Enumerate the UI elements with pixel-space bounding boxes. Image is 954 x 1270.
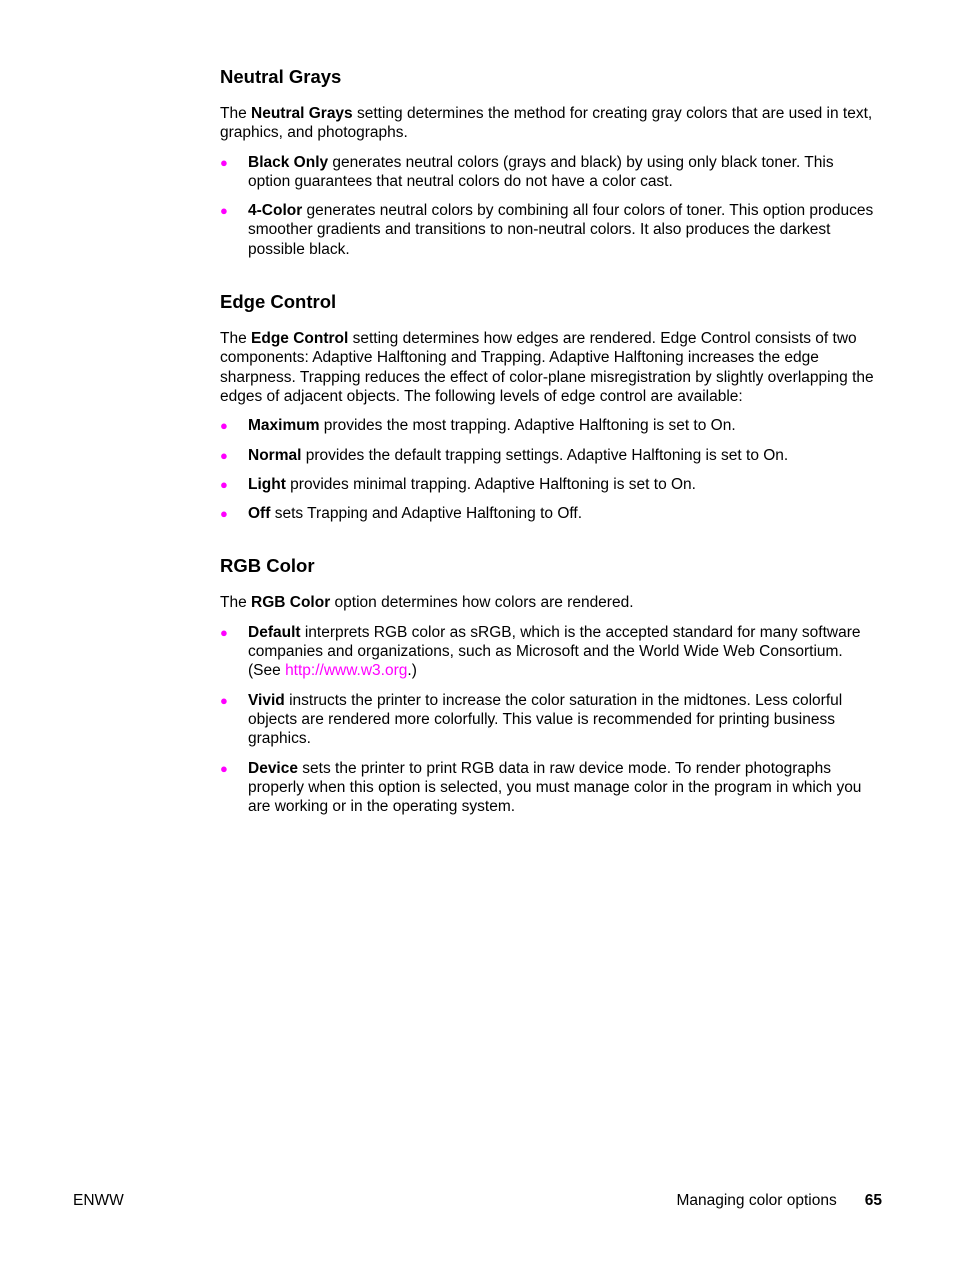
page-number: 65: [864, 1192, 882, 1209]
bullet-icon: ●: [220, 418, 228, 434]
list-edge-control: [220, 416, 874, 523]
bullet-icon: ●: [220, 692, 228, 708]
bullet-icon: ●: [220, 506, 228, 522]
w3-link[interactable]: http://www.w3.org: [285, 662, 408, 680]
footer-section-title: Managing color options: [676, 1192, 837, 1209]
section-rgb-color: [220, 549, 874, 816]
intro-edge-control: The Edge Control setting determines how edges are rendered. Edge Control consists of two components: Adaptive Halftoning and Trapping. Adaptive Halftoning increases the edge sharpness. Trapping reduces the effect of color-plane misregistration by slightly overlapping the edges of adjacent objects. The following levels of edge control are available:: [220, 330, 874, 405]
list-item: ● 4-Color generates neutral colors by combining all four colors of toner. This option produces smoother gradients and transitions to non-neutral colors. It also produces the darkest possible black.: [220, 202, 874, 258]
footer-doc-code: ENWW: [73, 1192, 124, 1209]
list-rgb-color: [220, 623, 874, 817]
section-edge-control: [220, 285, 874, 523]
footer-right: [676, 1190, 882, 1212]
list-item: ● Maximum provides the most trapping. Adaptive Halftoning is set to On.: [220, 417, 736, 435]
bullet-icon: ●: [220, 624, 228, 640]
heading-rgb-color: RGB Color: [220, 555, 315, 577]
list-neutral-grays: [220, 153, 874, 259]
list-item: ● Off sets Trapping and Adaptive Halftoning to Off.: [220, 505, 583, 523]
bullet-icon: ●: [220, 203, 228, 219]
page-content: [220, 60, 874, 842]
list-item: ● Black Only generates neutral colors (grays and black) by using only black toner. This option guarantees that neutral colors do not have a color cast.: [220, 153, 834, 190]
heading-neutral-grays: Neutral Grays: [220, 66, 342, 87]
bullet-icon: ●: [220, 476, 228, 492]
bullet-icon: ●: [220, 447, 228, 463]
intro-rgb-color: The RGB Color option determines how colors are rendered.: [220, 594, 634, 612]
bullet-icon: ●: [220, 154, 228, 170]
list-item: ● Default interprets RGB color as sRGB, which is the accepted standard for many software companies and organizations, such as Microsoft and the World Wide Web Consortium. (See http://www.w3.org.): [220, 623, 861, 680]
bullet-icon: ●: [220, 760, 228, 776]
section-neutral-grays: [220, 60, 874, 259]
intro-neutral-grays: The Neutral Grays setting determines the method for creating gray colors that are used in text, graphics, and photographs.: [220, 105, 873, 142]
list-item: ● Light provides minimal trapping. Adaptive Halftoning is set to On.: [220, 475, 696, 493]
heading-edge-control: Edge Control: [220, 291, 337, 313]
list-item: ● Vivid instructs the printer to increase the color saturation in the midtones. Less colorful objects are rendered more colorfully. This value is recommended for printing business graphics.: [220, 691, 843, 748]
list-item: ● Normal provides the default trapping settings. Adaptive Halftoning is set to On.: [220, 446, 789, 464]
list-item: ● Device sets the printer to print RGB data in raw device mode. To render photographs properly when this option is selected, you must manage color in the program in which you are working or in the operating system.: [220, 759, 862, 816]
